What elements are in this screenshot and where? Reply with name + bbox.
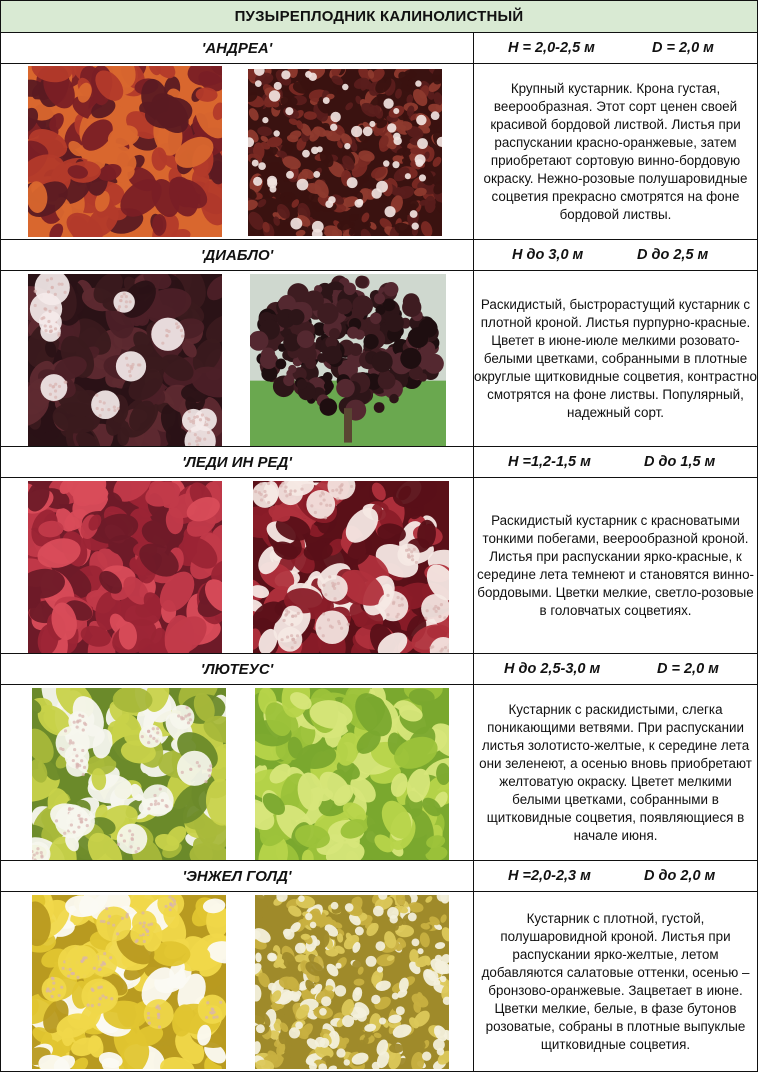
shrub-photo: [255, 895, 449, 1069]
foliage-photo: [255, 688, 449, 860]
variety-description: Кустарник с плотной, густой, полушаровидной кроной. Листья при распускании ярко-желтые, летом добавляются салатовые оттенки, осенью – бронзово-оранжевые. Зацветает в июне. Цветки мелкие, белые, в фазе бутонов розоватые, собраны в плотные выпуклые щитковидные соцветия.: [474, 892, 758, 1072]
variety-name: 'АНДРЕА': [1, 33, 474, 64]
variety-name: 'ЛЕДИ ИН РЕД': [1, 447, 474, 478]
variety-height: H = 2,0-2,5 м: [508, 40, 595, 56]
variety-dimensions: [474, 654, 758, 685]
variety-photos: [1, 271, 474, 447]
shrub-with-flowers-photo: [248, 69, 442, 236]
red-shoots-photo: [28, 481, 222, 653]
variety-dimensions: [474, 861, 758, 892]
variety-photos: [1, 892, 474, 1072]
variety-dimensions: [474, 33, 758, 64]
shrub-on-lawn-photo: [250, 274, 446, 446]
variety-height: H до 2,5-3,0 м: [504, 661, 601, 677]
variety-diameter: D = 2,0 м: [652, 40, 714, 56]
variety-name: 'ЛЮТЕУС': [1, 654, 474, 685]
variety-height: H =1,2-1,5 м: [508, 454, 591, 470]
variety-photos: [1, 478, 474, 654]
variety-diameter: D = 2,0 м: [657, 661, 719, 677]
flowers-closeup-photo: [32, 895, 226, 1069]
variety-description: Раскидистый кустарник с красноватыми тонкими побегами, веерообразной кроной. Листья при распускании ярко-красные, к середине лета темнеют и становятся винно-бордовыми. Цветки мелкие, светло-розовые в головчатых соцветиях.: [474, 478, 758, 654]
variety-diameter: D до 2,5 м: [637, 247, 709, 263]
variety-photos: [1, 685, 474, 861]
leaves-closeup-photo: [28, 66, 222, 237]
variety-height: H =2,0-2,3 м: [508, 868, 591, 884]
flowers-closeup-photo: [253, 481, 449, 653]
flowers-closeup-photo: [28, 274, 222, 446]
variety-name: 'ДИАБЛО': [1, 240, 474, 271]
catalog-title: ПУЗЫРЕПЛОДНИК КАЛИНОЛИСТНЫЙ: [1, 1, 758, 33]
variety-description: Раскидистый, быстрорастущий кустарник с плотной кроной. Листья пурпурно-красные. Цветет в июне-июле мелкими розовато-белыми цветками, собранными в плотные округлые щитковидные соцветия, контрастно смотрятся на фоне листвы. Популярный, надежный сорт.: [474, 271, 758, 447]
variety-diameter: D до 1,5 м: [644, 454, 716, 470]
flowers-closeup-photo: [32, 688, 226, 860]
variety-description: Крупный кустарник. Крона густая, веерообразная. Этот сорт ценен своей красивой бордовой листвой. Листья при распускании красно-оранжевые, затем приобретают сортовую винно-бордовую окраску. Нежно-розовые полушаровидные соцветия прекрасно смотрятся на фоне бордовой листвы.: [474, 64, 758, 240]
variety-height: H до 3,0 м: [512, 247, 584, 263]
variety-photos: [1, 64, 474, 240]
variety-diameter: D до 2,0 м: [644, 868, 716, 884]
variety-dimensions: [474, 447, 758, 478]
variety-name: 'ЭНЖЕЛ ГОЛД': [1, 861, 474, 892]
variety-description: Кустарник с раскидистыми, слегка поникающими ветвями. При распускании листья золотисто-желтые, к середине лета они зеленеют, а осенью вновь приобретают желтоватую окраску. Цветет мелкими белыми цветками, собранными в щитковидные соцветия, появляющиеся в начале июня.: [474, 685, 758, 861]
variety-dimensions: [474, 240, 758, 271]
